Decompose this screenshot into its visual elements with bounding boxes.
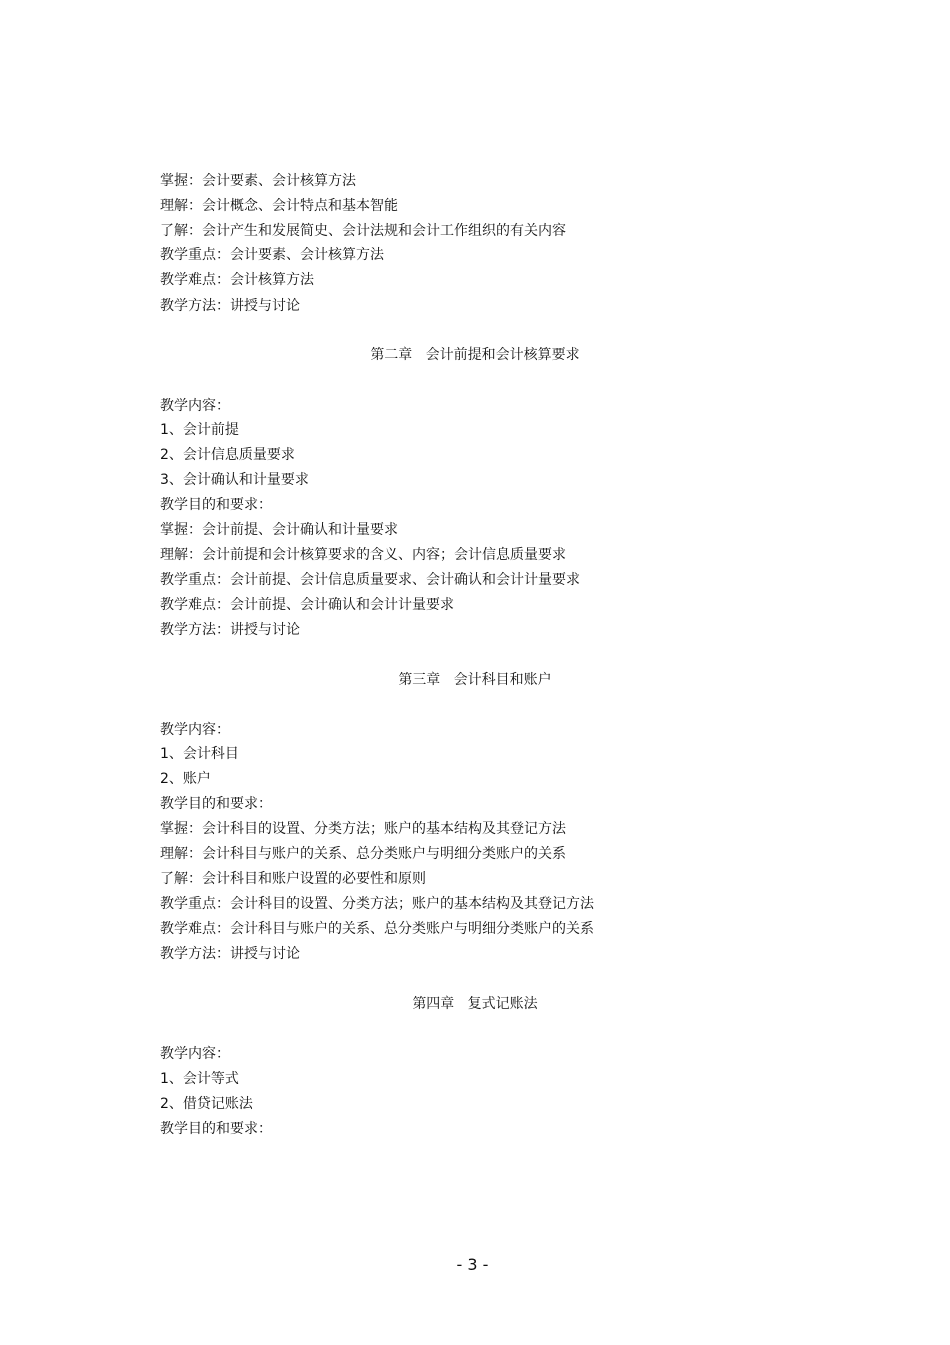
text-line: 教学重点：会计要素、会计核算方法 (160, 247, 384, 263)
text-line: 理解：会计前提和会计核算要求的含义、内容；会计信息质量要求 (160, 547, 566, 563)
text-line: 2、借贷记账法 (160, 1096, 253, 1112)
text-line: 3、会计确认和计量要求 (160, 472, 309, 488)
chapter-heading: 第三章 会计科目和账户 (398, 672, 552, 688)
text-line: 掌握：会计要素、会计核算方法 (160, 173, 356, 189)
text-line: 1、会计前提 (160, 422, 239, 438)
text-line: 掌握：会计前提、会计确认和计量要求 (160, 522, 398, 538)
text-line: 教学内容： (160, 722, 230, 738)
text-line: 教学目的和要求： (160, 1121, 272, 1137)
text-line: 1、会计等式 (160, 1071, 239, 1087)
text-line: 教学目的和要求： (160, 497, 272, 513)
text-line: 2、会计信息质量要求 (160, 447, 295, 463)
chapter-heading: 第二章 会计前提和会计核算要求 (370, 347, 580, 363)
text-line: 理解：会计科目与账户的关系、总分类账户与明细分类账户的关系 (160, 846, 566, 862)
text-line: 教学难点：会计科目与账户的关系、总分类账户与明细分类账户的关系 (160, 921, 594, 937)
text-line: 教学方法：讲授与讨论 (160, 298, 300, 314)
text-line: 教学方法：讲授与讨论 (160, 946, 300, 962)
text-line: 教学难点：会计核算方法 (160, 272, 314, 288)
text-line: 教学内容： (160, 1046, 230, 1062)
text-line: 教学重点：会计科目的设置、分类方法；账户的基本结构及其登记方法 (160, 896, 594, 912)
text-line: 1、会计科目 (160, 746, 239, 762)
text-line: 了解：会计产生和发展简史、会计法规和会计工作组织的有关内容 (160, 223, 566, 239)
text-line: 2、账户 (160, 771, 211, 787)
text-line: 教学方法：讲授与讨论 (160, 622, 300, 638)
page-number: - 3 - (456, 1255, 489, 1274)
text-line: 理解：会计概念、会计特点和基本智能 (160, 198, 398, 214)
text-line: 掌握：会计科目的设置、分类方法；账户的基本结构及其登记方法 (160, 821, 566, 837)
text-line: 教学内容： (160, 398, 230, 414)
chapter-heading: 第四章 复式记账法 (412, 996, 538, 1012)
text-line: 教学目的和要求： (160, 796, 272, 812)
text-line: 教学重点：会计前提、会计信息质量要求、会计确认和会计计量要求 (160, 572, 580, 588)
text-line: 教学难点：会计前提、会计确认和会计计量要求 (160, 597, 454, 613)
text-line: 了解：会计科目和账户设置的必要性和原则 (160, 871, 426, 887)
